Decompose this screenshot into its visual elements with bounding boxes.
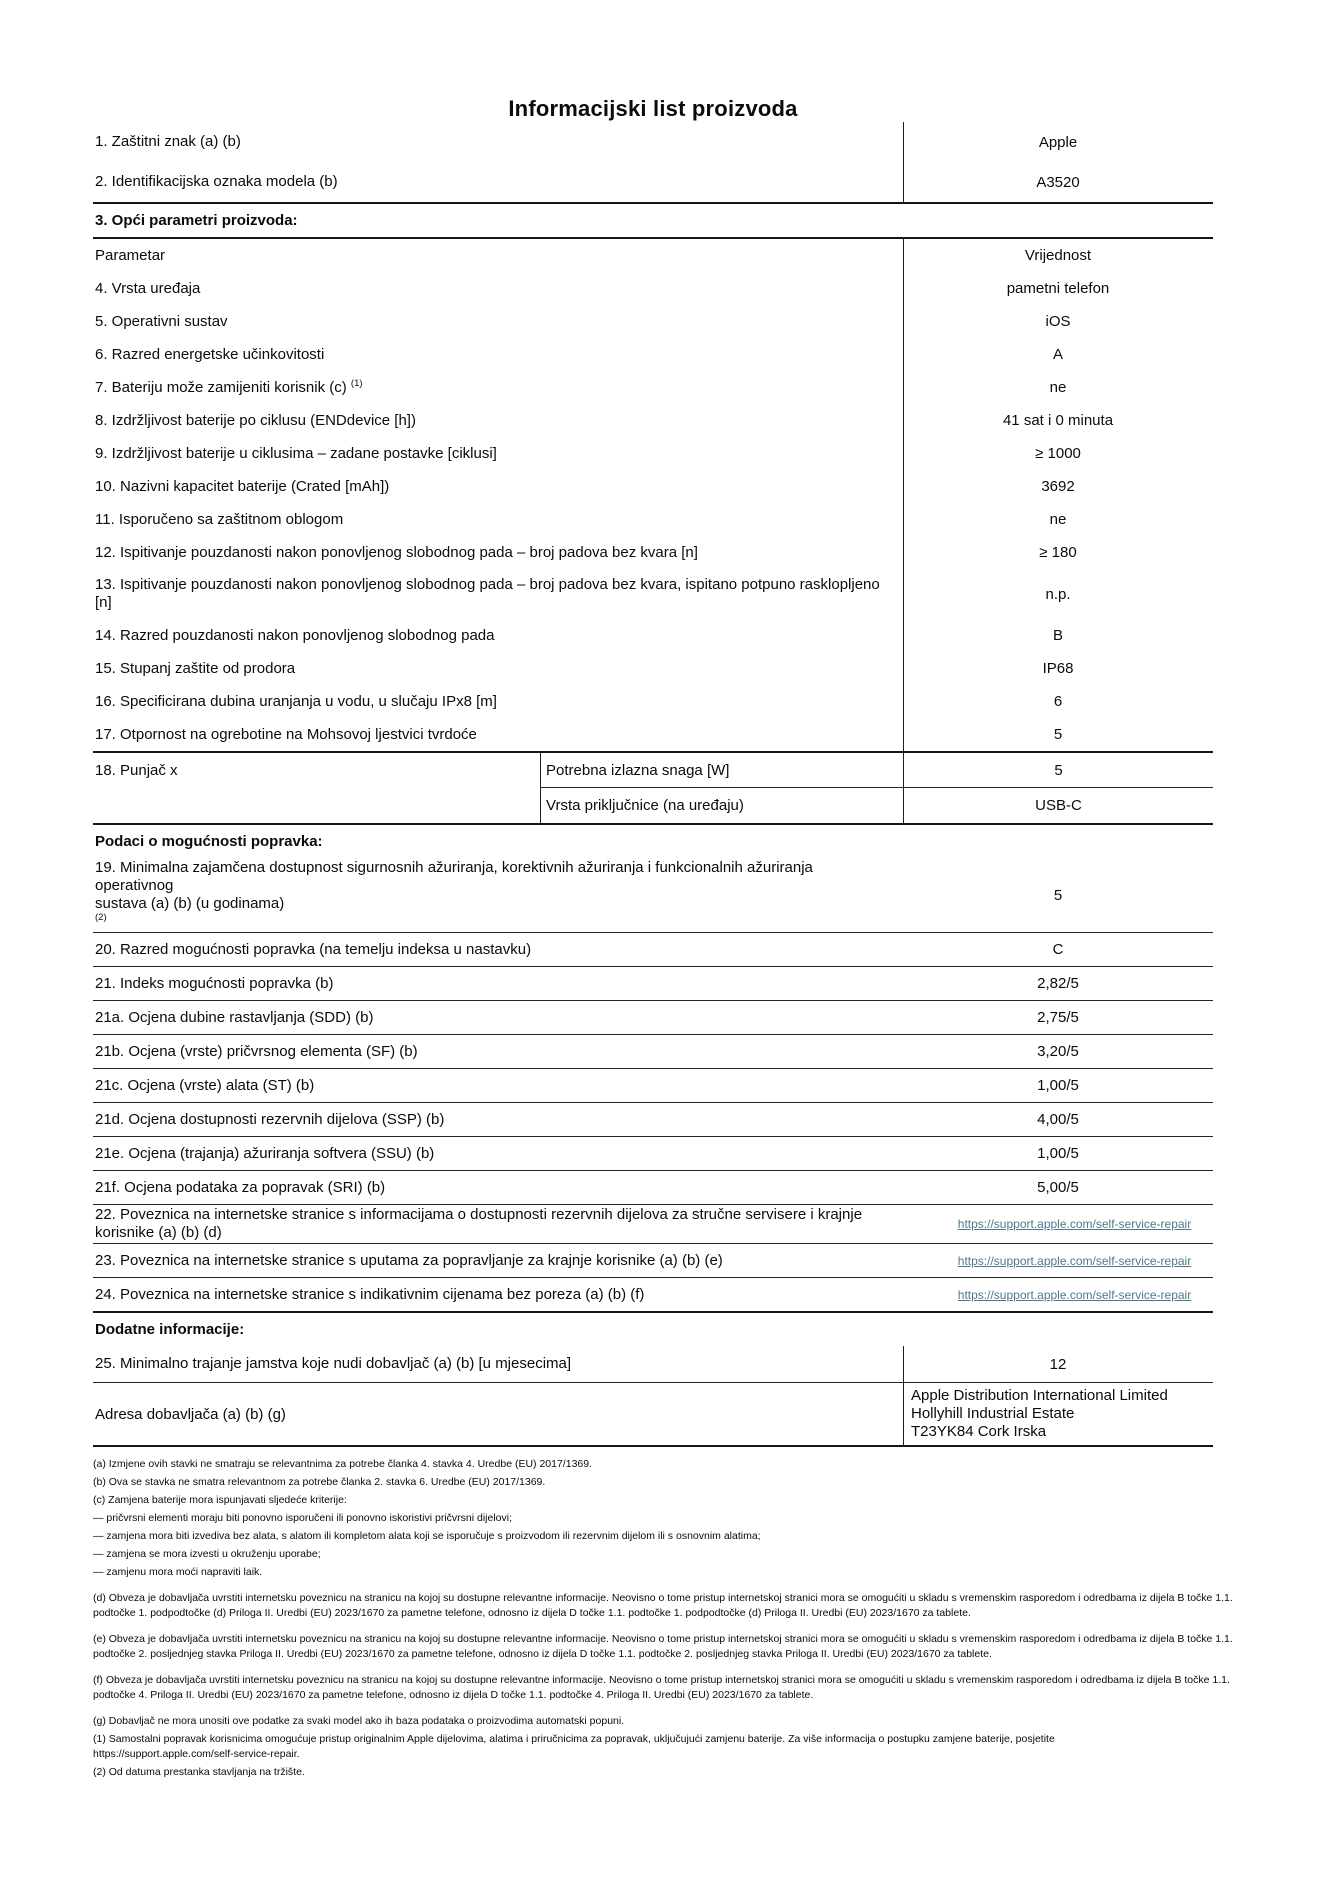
- table-row: [93, 305, 1213, 338]
- row-label: 24. Poveznica na internetske stranice s indikativnim cijenama bez poreza (a) (b) (f): [95, 1286, 645, 1303]
- table-row: [93, 404, 1213, 437]
- footnote-e: (e) Obveza je dobavljača uvrstiti internetsku poveznicu na stranicu na kojoj su dostupne relevantne informacije. Neovisno o tome pristup internetskoj stranici mora se omogućiti u skladu s vremenskim rasporedom i odredbama iz dijela B točke 1.1. podtočke 2. posljednjeg stavka Priloga II. Uredbi (EU) 2023/1670 za pametne telefone, odnosno iz dijela D točke 1.1. podtočke 2. posljednjeg stavka Priloga II. Uredbi (EU) 2023/1670 za tablete.: [93, 1633, 1233, 1660]
- table-row: [93, 1103, 1213, 1137]
- footnote-c-item: — pričvrsni elementi moraju biti ponovno isporučeni ili ponovno iskoristivi pričvrsni dijelovi;: [93, 1512, 513, 1524]
- row-value: A3520: [1036, 173, 1080, 191]
- column-header-parameter: Parametar: [95, 247, 166, 264]
- footnote-a: (a) Izmjene ovih stavki ne smatraju se relevantnima za potrebe članka 4. stavka 4. Uredbe (EU) 2017/1369.: [93, 1458, 593, 1470]
- table-row: [93, 162, 1213, 202]
- footnote-f: (f) Obveza je dobavljača uvrstiti internetsku poveznicu na stranicu na kojoj su dostupne relevantne informacije. Neovisno o tome pristup internetskoj stranici mora se omogućiti u skladu s vremenskim rasporedom i odredbama iz dijela B točke 1.1. podtočke 4. Priloga II. Uredbi (EU) 2023/1670 za pametne telefone, odnosno iz dijela D točke 1.1. podtočke 4. Priloga II. Uredbi (EU) 2023/1670 za tablete.: [93, 1674, 1230, 1701]
- row-label-line: 22. Poveznica na internetske stranice s informacijama o dostupnosti rezervnih dijelova za stručne servisere i krajnje: [95, 1206, 863, 1223]
- supplier-address: [903, 1383, 1213, 1445]
- row-label: 9. Izdržljivost baterije u ciklusima – zadane postavke [ciklusi]: [95, 445, 497, 462]
- general-parameters-block: [93, 239, 1213, 753]
- page-title: Informacijski list proizvoda: [508, 96, 798, 121]
- row-value: 12: [1049, 1355, 1067, 1373]
- row-label: Potrebna izlazna snaga [W]: [546, 761, 730, 779]
- spare-parts-link[interactable]: https://support.apple.com/self-service-repair: [957, 1217, 1192, 1231]
- row-label: [93, 569, 903, 619]
- row-label: 23. Poveznica na internetske stranice s uputama za popravljanje za krajnje korisnike (a) (b) (e): [95, 1252, 723, 1269]
- supplier-address-line: Apple Distribution International Limited: [911, 1387, 1168, 1404]
- row-value: pametni telefon: [1006, 280, 1110, 297]
- charger-sub-table: [540, 753, 1213, 823]
- row-label-line: [95, 895, 891, 931]
- footnote-c-item: — zamjenu mora moći napraviti laik.: [93, 1566, 263, 1578]
- row-value: 3692: [1041, 478, 1075, 495]
- row-label: [93, 371, 903, 404]
- row-label: 21f. Ocjena podataka za popravak (SRI) (b): [95, 1179, 386, 1196]
- table-row: [93, 1001, 1213, 1035]
- row-label-line: 19. Minimalna zajamčena dostupnost sigurnosnih ažuriranja, korektivnih ažuriranja i funkcionalnih ažuriranja operativnog: [95, 859, 813, 894]
- row-value: 4,00/5: [1037, 1111, 1079, 1128]
- section-heading-general: 3. Opći parametri proizvoda:: [93, 204, 1213, 239]
- row-label-line: [n]: [95, 594, 112, 611]
- row-label-text: sustava (a) (b) (u godinama): [95, 895, 285, 912]
- row-label: 1. Zaštitni znak (a) (b): [95, 133, 241, 150]
- section-heading-repair: Podaci o mogućnosti popravka:: [95, 833, 323, 850]
- warranty-block: [93, 1346, 1213, 1383]
- row-value: [936, 1288, 1213, 1302]
- table-row: [93, 1244, 1213, 1278]
- column-header-value: Vrijednost: [1024, 247, 1092, 264]
- row-value: ≥ 180: [1039, 544, 1077, 561]
- footnote-marker: (1): [350, 378, 363, 389]
- table-row: [541, 788, 1213, 823]
- footnote-1: [93, 1732, 1243, 1762]
- row-value: 6: [1053, 693, 1063, 710]
- footnote-c-item: — zamjena se mora izvesti u okruženju uporabe;: [93, 1548, 321, 1560]
- table-row: [93, 1137, 1213, 1171]
- row-label: 11. Isporučeno sa zaštitnom oblogom: [95, 511, 344, 528]
- footnote-d: (d) Obveza je dobavljača uvrstiti internetsku poveznicu na stranicu na kojoj su dostupne relevantne informacije. Neovisno o tome pristup internetskoj stranici mora se omogućiti u skladu s vremenskim rasporedom i odredbama iz dijela B točke 1.1. podtočke 1. podpodtočke (d) Priloga II. Uredbi (EU) 2023/1670 za pametne telefone, odnosno iz dijela D točke 1.1. podtočke 1. podpodtočke (d) Priloga II. Uredbi (EU) 2023/1670 za tablete.: [93, 1592, 1233, 1619]
- row-value: A: [1052, 346, 1063, 363]
- row-value: ≥ 1000: [1035, 445, 1081, 462]
- row-label: Vrsta priključnice (na uređaju): [546, 797, 744, 814]
- footnote-1-line: (1) Samostalni popravak korisnicima omogućuje pristup originalnim Apple dijelovima, alatima i priručnicima za popravak, uključujući zamjenu baterije. Za više informacija o postupku zamjene baterije, posjetite: [93, 1733, 1055, 1745]
- table-row: [93, 1069, 1213, 1103]
- table-row: [93, 858, 1213, 933]
- row-label: 8. Izdržljivost baterije po ciklusu (ENDdevice [h]): [95, 412, 416, 429]
- row-label: 17. Otpornost na ogrebotine na Mohsovoj ljestvici tvrdoće: [95, 726, 477, 743]
- row-label: 21a. Ocjena dubine rastavljanja (SDD) (b): [95, 1009, 374, 1026]
- row-label-line: korisnike (a) (b) (d): [95, 1224, 222, 1241]
- table-row: [93, 1346, 1213, 1382]
- row-value: IP68: [1042, 660, 1074, 677]
- row-value: Apple: [1038, 133, 1078, 151]
- footnote-marker: (2): [95, 912, 107, 923]
- table-row: [93, 371, 1213, 404]
- row-label: 21b. Ocjena (vrste) pričvrsnog elementa (SF) (b): [95, 1043, 418, 1060]
- table-row: [93, 239, 1213, 272]
- identification-block: [93, 122, 1213, 204]
- table-row: [93, 1205, 1213, 1244]
- row-value: 2,82/5: [1037, 975, 1079, 992]
- row-value: 3,20/5: [1037, 1043, 1079, 1060]
- row-value: USB-C: [903, 788, 1213, 823]
- footnote-b: (b) Ova se stavka ne smatra relevantnom za potrebe članka 2. stavka 6. Uredbe (EU) 2017/1369.: [93, 1476, 546, 1488]
- table-row: [93, 652, 1213, 685]
- row-value: ne: [1049, 379, 1067, 396]
- row-value: 41 sat i 0 minuta: [1002, 412, 1114, 429]
- row-label: 2. Identifikacijska oznaka modela (b): [95, 173, 338, 190]
- row-label: 18. Punjač x: [95, 762, 178, 779]
- row-value: B: [1052, 627, 1063, 644]
- row-label-text: 7. Bateriju može zamijeniti korisnik (c): [95, 379, 347, 396]
- row-value: n.p.: [1045, 585, 1071, 603]
- table-row: [93, 718, 1213, 751]
- row-value: 1,00/5: [1037, 1145, 1079, 1162]
- row-label: 16. Specificirana dubina uranjanja u vodu, u slučaju IPx8 [m]: [95, 693, 497, 710]
- table-row: [93, 967, 1213, 1001]
- section-heading-additional: Dodatne informacije:: [95, 1321, 245, 1338]
- row-label: 5. Operativni sustav: [95, 313, 228, 330]
- row-value: 5,00/5: [1037, 1179, 1079, 1196]
- footnote-c-item: — zamjena mora biti izvediva bez alata, s alatom ili kompletom alata koji se isporučuje s proizvodom ili rezervnim dijelom ili s osnovnim alatima;: [93, 1530, 761, 1542]
- row-label: Adresa dobavljača (a) (b) (g): [95, 1405, 286, 1423]
- table-row: [93, 1035, 1213, 1069]
- table-row: [541, 753, 1213, 788]
- table-row: [93, 1383, 1213, 1445]
- row-label: 20. Razred mogućnosti popravka (na temelju indeksa u nastavku): [95, 941, 532, 958]
- table-row: [93, 1278, 1213, 1313]
- table-row: [93, 503, 1213, 536]
- indicative-prices-link[interactable]: https://support.apple.com/self-service-repair: [957, 1287, 1192, 1302]
- row-label: 6. Razred energetske učinkovitosti: [95, 346, 325, 363]
- row-label: 21d. Ocjena dostupnosti rezervnih dijelova (SSP) (b): [95, 1111, 445, 1128]
- footnotes: [93, 1457, 1243, 1780]
- row-value: 2,75/5: [1037, 1009, 1079, 1026]
- row-value: ne: [1049, 511, 1067, 528]
- repair-instructions-link[interactable]: https://support.apple.com/self-service-repair: [957, 1253, 1192, 1268]
- row-value: iOS: [1045, 313, 1071, 330]
- row-label: 4. Vrsta uređaja: [95, 280, 201, 297]
- footnote-c: (c) Zamjena baterije mora ispunjavati sljedeće kriterije:: [93, 1494, 347, 1506]
- table-row: [93, 470, 1213, 503]
- supplier-address-line: T23YK84 Cork Irska: [911, 1423, 1047, 1440]
- table-row: [93, 338, 1213, 371]
- supplier-block: [93, 1383, 1213, 1447]
- table-row: [93, 122, 1213, 162]
- footnote-g: (g) Dobavljač ne mora unositi ove podatke za svaki model ako ih baza podataka o proizvodima automatski popuni.: [93, 1715, 625, 1727]
- row-label: 15. Stupanj zaštite od prodora: [95, 660, 296, 677]
- row-label: 25. Minimalno trajanje jamstva koje nudi dobavljač (a) (b) [u mjesecima]: [95, 1355, 572, 1372]
- table-row: [93, 272, 1213, 305]
- row-value: [936, 1217, 1213, 1231]
- table-row: [93, 619, 1213, 652]
- table-row: [93, 437, 1213, 470]
- row-label-line: 13. Ispitivanje pouzdanosti nakon ponovljenog slobodnog pada – broj padova bez kvara, ispitano potpuno rasklopljeno: [95, 576, 880, 593]
- footnote-1-line: https://support.apple.com/self-service-repair.: [93, 1748, 300, 1760]
- footnote-2: (2) Od datuma prestanka stavljanja na tržište.: [93, 1766, 305, 1778]
- charger-row: [93, 753, 1213, 825]
- table-row: [93, 1171, 1213, 1205]
- row-label: 14. Razred pouzdanosti nakon ponovljenog slobodnog pada: [95, 627, 495, 644]
- table-row: [93, 569, 1213, 619]
- table-row: [93, 685, 1213, 718]
- row-value: 5: [903, 753, 1213, 787]
- row-label: 12. Ispitivanje pouzdanosti nakon ponovljenog slobodnog pada – broj padova bez kvara [n]: [95, 544, 698, 561]
- table-row: [93, 933, 1213, 967]
- row-value: C: [1052, 941, 1064, 958]
- row-value: 5: [1053, 726, 1063, 743]
- row-label: 21e. Ocjena (trajanja) ažuriranja softvera (SSU) (b): [95, 1145, 435, 1162]
- row-label: [93, 1205, 936, 1243]
- table-row: [93, 536, 1213, 569]
- row-label: 21c. Ocjena (vrste) alata (ST) (b): [95, 1077, 315, 1094]
- row-value: 1,00/5: [1037, 1077, 1079, 1094]
- row-label: [93, 858, 903, 932]
- supplier-address-line: Hollyhill Industrial Estate: [911, 1405, 1075, 1422]
- row-value: [936, 1254, 1213, 1268]
- row-value: 5: [1053, 886, 1063, 904]
- row-label: 21. Indeks mogućnosti popravka (b): [95, 975, 334, 992]
- row-label: 10. Nazivni kapacitet baterije (Crated [mAh]): [95, 478, 390, 495]
